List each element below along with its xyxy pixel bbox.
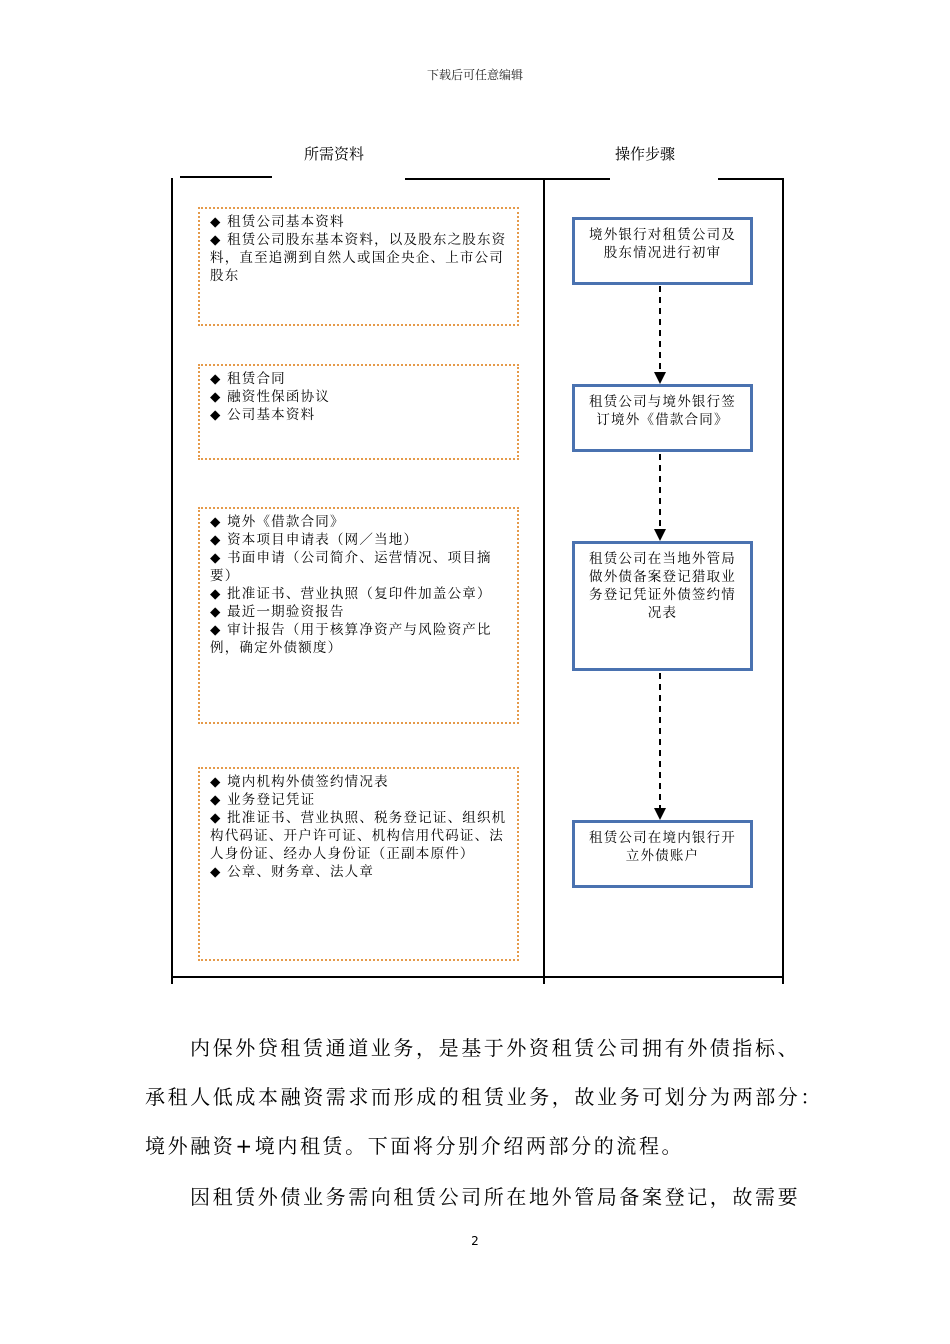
list-item: ◆ 境内机构外债签约情况表 — [210, 774, 389, 790]
list-item: ◆ 公司基本资料 — [210, 407, 316, 423]
list-item: ◆ 公章、财务章、法人章 — [210, 864, 375, 880]
column-divider — [543, 178, 545, 984]
paragraph-line-3: 境外融资+境内租赁。下面将分别介绍两部分的流程。 — [145, 1134, 685, 1158]
list-item: ◆ 业务登记凭证 — [210, 792, 316, 808]
paragraph-line-2: 承租人低成本融资需求而形成的租赁业务，故业务可划分为两部分： — [145, 1085, 823, 1109]
step-text: 境外银行对租赁公司及股东情况进行初审 — [589, 227, 736, 261]
materials-box-1 — [198, 207, 519, 326]
arrow-head-3 — [654, 808, 666, 820]
materials-column-title: 所需资料 — [304, 145, 365, 163]
materials-box-4 — [198, 767, 519, 961]
list-item: ◆ 批准证书、营业执照、税务登记证、组织机构代码证、开户许可证、机构信用代码证、法人身份证、经办人身份证（正副本原件） — [210, 810, 507, 862]
list-item: ◆ 租赁公司基本资料 — [210, 214, 345, 230]
step-text: 租赁公司在境内银行开立外债账户 — [589, 830, 736, 864]
list-item: ◆ 租赁公司股东基本资料，以及股东之股东资料，直至追溯到自然人或国企央企、上市公司股东 — [210, 232, 507, 284]
page-number: 2 — [471, 1234, 479, 1248]
left-border — [171, 178, 173, 984]
top-border-right-segment — [718, 178, 784, 180]
list-item: ◆ 审计报告（用于核算净资产与风险资产比例，确定外债额度） — [210, 622, 492, 656]
flow-arrows — [640, 284, 680, 844]
paragraph-line-4: 因租赁外债业务需向租赁公司所在地外管局备案登记，故需要 — [190, 1185, 801, 1209]
materials-box-2 — [198, 364, 519, 460]
list-item: ◆ 批准证书、营业执照（复印件加盖公章） — [210, 586, 492, 602]
list-item: ◆ 租赁合同 — [210, 371, 286, 387]
step-box-1 — [572, 217, 753, 285]
top-border-left-segment — [180, 176, 272, 178]
steps-column-title: 操作步骤 — [615, 145, 676, 163]
list-item: ◆ 书面申请（公司简介、运营情况、项目摘要） — [210, 550, 492, 584]
list-item: ◆ 境外《借款合同》 — [210, 514, 345, 530]
list-item: ◆ 最近一期验资报告 — [210, 604, 345, 620]
header-note: 下载后可任意编辑 — [426, 68, 523, 82]
list-item: ◆ 资本项目申请表（网／当地） — [210, 532, 419, 548]
top-border-middle-segment — [405, 178, 610, 180]
list-item: ◆ 融资性保函协议 — [210, 389, 330, 405]
step-text: 租赁公司与境外银行签订境外《借款合同》 — [589, 394, 736, 428]
arrow-head-1 — [654, 372, 666, 384]
materials-box-3 — [198, 507, 519, 724]
paragraph-line-1: 内保外贷租赁通道业务，是基于外资租赁公司拥有外债指标、 — [190, 1036, 801, 1060]
bottom-border — [171, 976, 784, 978]
right-border — [782, 178, 784, 984]
arrow-head-2 — [654, 529, 666, 541]
step-text: 租赁公司在当地外管局做外债备案登记猎取业务登记凭证外债签约情况表 — [589, 551, 736, 621]
